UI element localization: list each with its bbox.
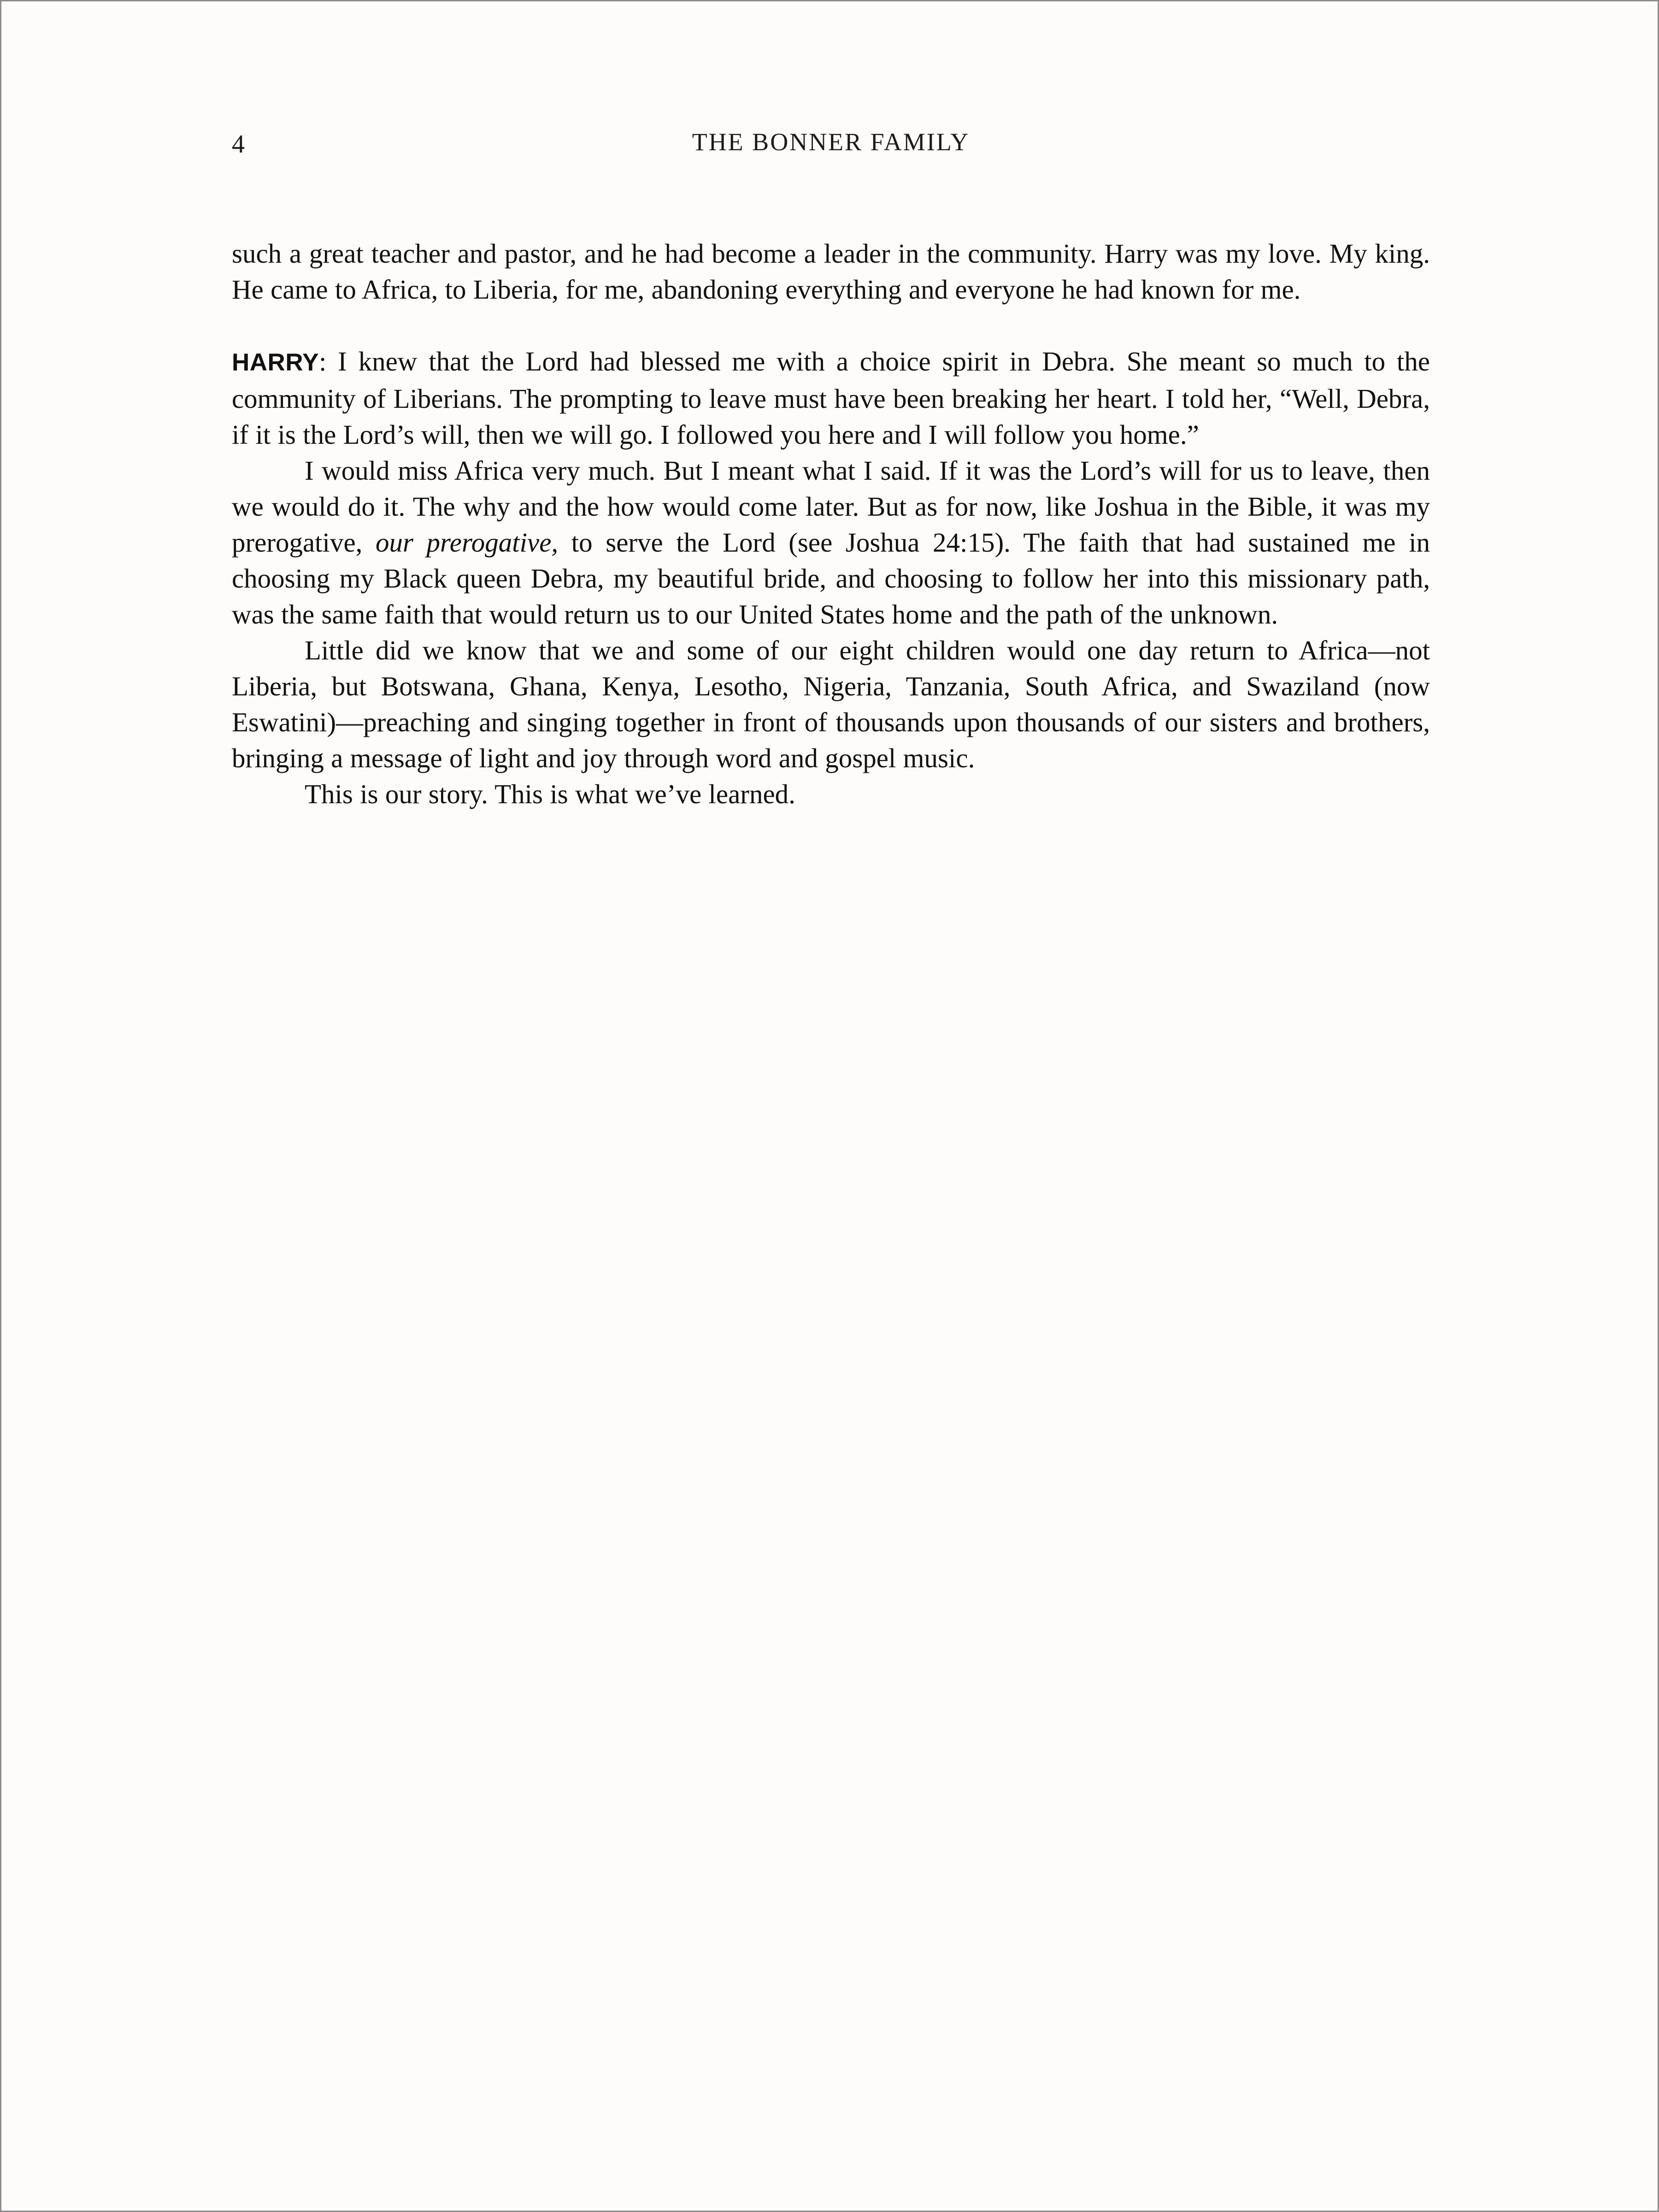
paragraph-text-before-emphasis: I would miss Africa very much. But I meant what I said. If it was the Lord’s will for us to leave, then we would do it. The why and the how would come later. But as for now, like Joshua in the Bible, it was my prerogative, — [232, 455, 1430, 558]
page-number: 4 — [232, 130, 245, 159]
emphasis-our-prerogative: our prerogative, — [375, 527, 559, 558]
paragraph-harry-speech — [232, 343, 1430, 453]
paragraph-return-to-africa: Little did we know that we and some of our eight children would one day return to Africa—not Liberia, but Botswana, Ghana, Kenya, Lesotho, Nigeria, Tanzania, South Africa, and Swaziland (now Eswatini)—preaching and singing together in front of thousands upon thousands of our sisters and brothers, bringing a message of light and joy through word and gospel music. — [232, 635, 1430, 773]
paragraph-continuation: such a great teacher and pastor, and he had become a leader in the community. Harry was my love. My king. He came to Africa, to Liberia, for me, abandoning everything and everyone he had known for me. — [232, 238, 1430, 305]
speaker-separator: : — [318, 346, 327, 377]
running-head — [232, 125, 1430, 166]
paragraph-closing: This is our story. This is what we’ve learned. — [305, 779, 795, 809]
paragraph-harry-speech-text: I knew that the Lord had blessed me with a choice spirit in Debra. She meant so much to the community of Liberians. The prompting to leave must have been breaking her heart. I told her, “Well, Debra, if it is the Lord’s will, then we will go. I followed you here and I will follow you home.” — [232, 346, 1430, 450]
paragraph-text-after-emphasis: to serve the Lord (see Joshua 24:15). The faith that had sustained me in choosing my Black queen Debra, my beautiful bride, and choosing to follow her into this missionary path, was the same faith that would return us to our United States home and the path of the unknown. — [232, 527, 1430, 629]
paragraph-miss-africa — [232, 453, 1430, 632]
speaker-label-harry: HARRY — [232, 349, 319, 376]
body-text-block — [232, 235, 1430, 812]
running-head-title: THE BONNER FAMILY — [692, 128, 970, 156]
